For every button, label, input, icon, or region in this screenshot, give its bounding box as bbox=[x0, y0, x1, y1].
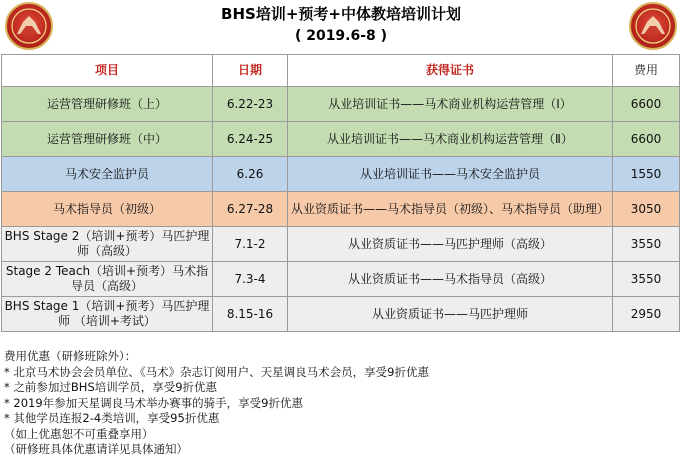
date-cell: 6.24-25 bbox=[213, 122, 288, 157]
column-header-project: 项目 bbox=[2, 55, 213, 87]
discount-notes bbox=[4, 349, 674, 458]
date-cell: 7.1-2 bbox=[213, 227, 288, 262]
training-plan-table bbox=[1, 54, 680, 332]
notes-item: * 其他学员连报2-4类培训，享受95折优惠 bbox=[4, 411, 220, 425]
table-row bbox=[2, 297, 680, 332]
table-row bbox=[2, 192, 680, 227]
page-subtitle: ( 2019.6-8 ) bbox=[294, 28, 388, 44]
table-row bbox=[2, 87, 680, 122]
notes-item: * 之前参加过BHS培训学员，享受9折优惠 bbox=[4, 380, 218, 394]
project-cell: 运营管理研修班（上） bbox=[2, 87, 213, 122]
column-header-certificate: 获得证书 bbox=[288, 55, 613, 87]
date-cell: 6.26 bbox=[213, 157, 288, 192]
fee-cell: 6600 bbox=[613, 122, 680, 157]
page-header bbox=[0, 0, 682, 54]
fee-cell: 2950 bbox=[613, 297, 680, 332]
table-row bbox=[2, 227, 680, 262]
fee-cell: 3550 bbox=[613, 262, 680, 297]
page-title: BHS培训+预考+中体教培培训计划 bbox=[221, 5, 461, 23]
project-cell: BHS Stage 1（培训+预考）马匹护理师 （培训+考试） bbox=[2, 297, 213, 332]
fee-cell: 1550 bbox=[613, 157, 680, 192]
project-cell: BHS Stage 2（培训+预考）马匹护理师（高级） bbox=[2, 227, 213, 262]
project-cell: 马术指导员（初级） bbox=[2, 192, 213, 227]
certificate-cell: 从业资质证书——马术指导员（初级）、马术指导员（助理） bbox=[288, 192, 613, 227]
certificate-cell: 从业资质证书——马术指导员（高级） bbox=[288, 262, 613, 297]
notes-heading: 费用优惠（研修班除外）： bbox=[4, 349, 137, 363]
table-header-row bbox=[2, 55, 680, 87]
fee-cell: 6600 bbox=[613, 87, 680, 122]
emblem-icon bbox=[631, 4, 675, 48]
date-cell: 6.27-28 bbox=[213, 192, 288, 227]
date-cell: 6.22-23 bbox=[213, 87, 288, 122]
fee-cell: 3550 bbox=[613, 227, 680, 262]
column-header-fee: 费用 bbox=[613, 55, 680, 87]
project-cell: 马术安全监护员 bbox=[2, 157, 213, 192]
column-header-date: 日期 bbox=[213, 55, 288, 87]
date-cell: 8.15-16 bbox=[213, 297, 288, 332]
date-cell: 7.3-4 bbox=[213, 262, 288, 297]
association-logo-right bbox=[629, 2, 677, 50]
table-row bbox=[2, 262, 680, 297]
project-cell: 运营管理研修班（中） bbox=[2, 122, 213, 157]
project-cell: Stage 2 Teach（培训+预考）马术指导员（高级） bbox=[2, 262, 213, 297]
certificate-cell: 从业资质证书——马匹护理师 bbox=[288, 297, 613, 332]
certificate-cell: 从业培训证书——马术商业机构运营管理（Ⅱ） bbox=[288, 122, 613, 157]
notes-footnote: （研修班具体优惠请详见具体通知） bbox=[4, 442, 188, 456]
table-row bbox=[2, 157, 680, 192]
certificate-cell: 从业培训证书——马术商业机构运营管理（Ⅰ） bbox=[288, 87, 613, 122]
table-row bbox=[2, 122, 680, 157]
fee-cell: 3050 bbox=[613, 192, 680, 227]
certificate-cell: 从业资质证书——马匹护理师（高级） bbox=[288, 227, 613, 262]
certificate-cell: 从业培训证书——马术安全监护员 bbox=[288, 157, 613, 192]
notes-item: * 2019年参加天星调良马术举办赛事的骑手，享受9折优惠 bbox=[4, 395, 303, 410]
notes-footnote: （如上优惠恕不可重叠享用） bbox=[4, 426, 154, 441]
notes-item: * 北京马术协会会员单位、《马术》杂志订阅用户、天星调良马术会员，享受9折优惠 bbox=[4, 364, 429, 379]
